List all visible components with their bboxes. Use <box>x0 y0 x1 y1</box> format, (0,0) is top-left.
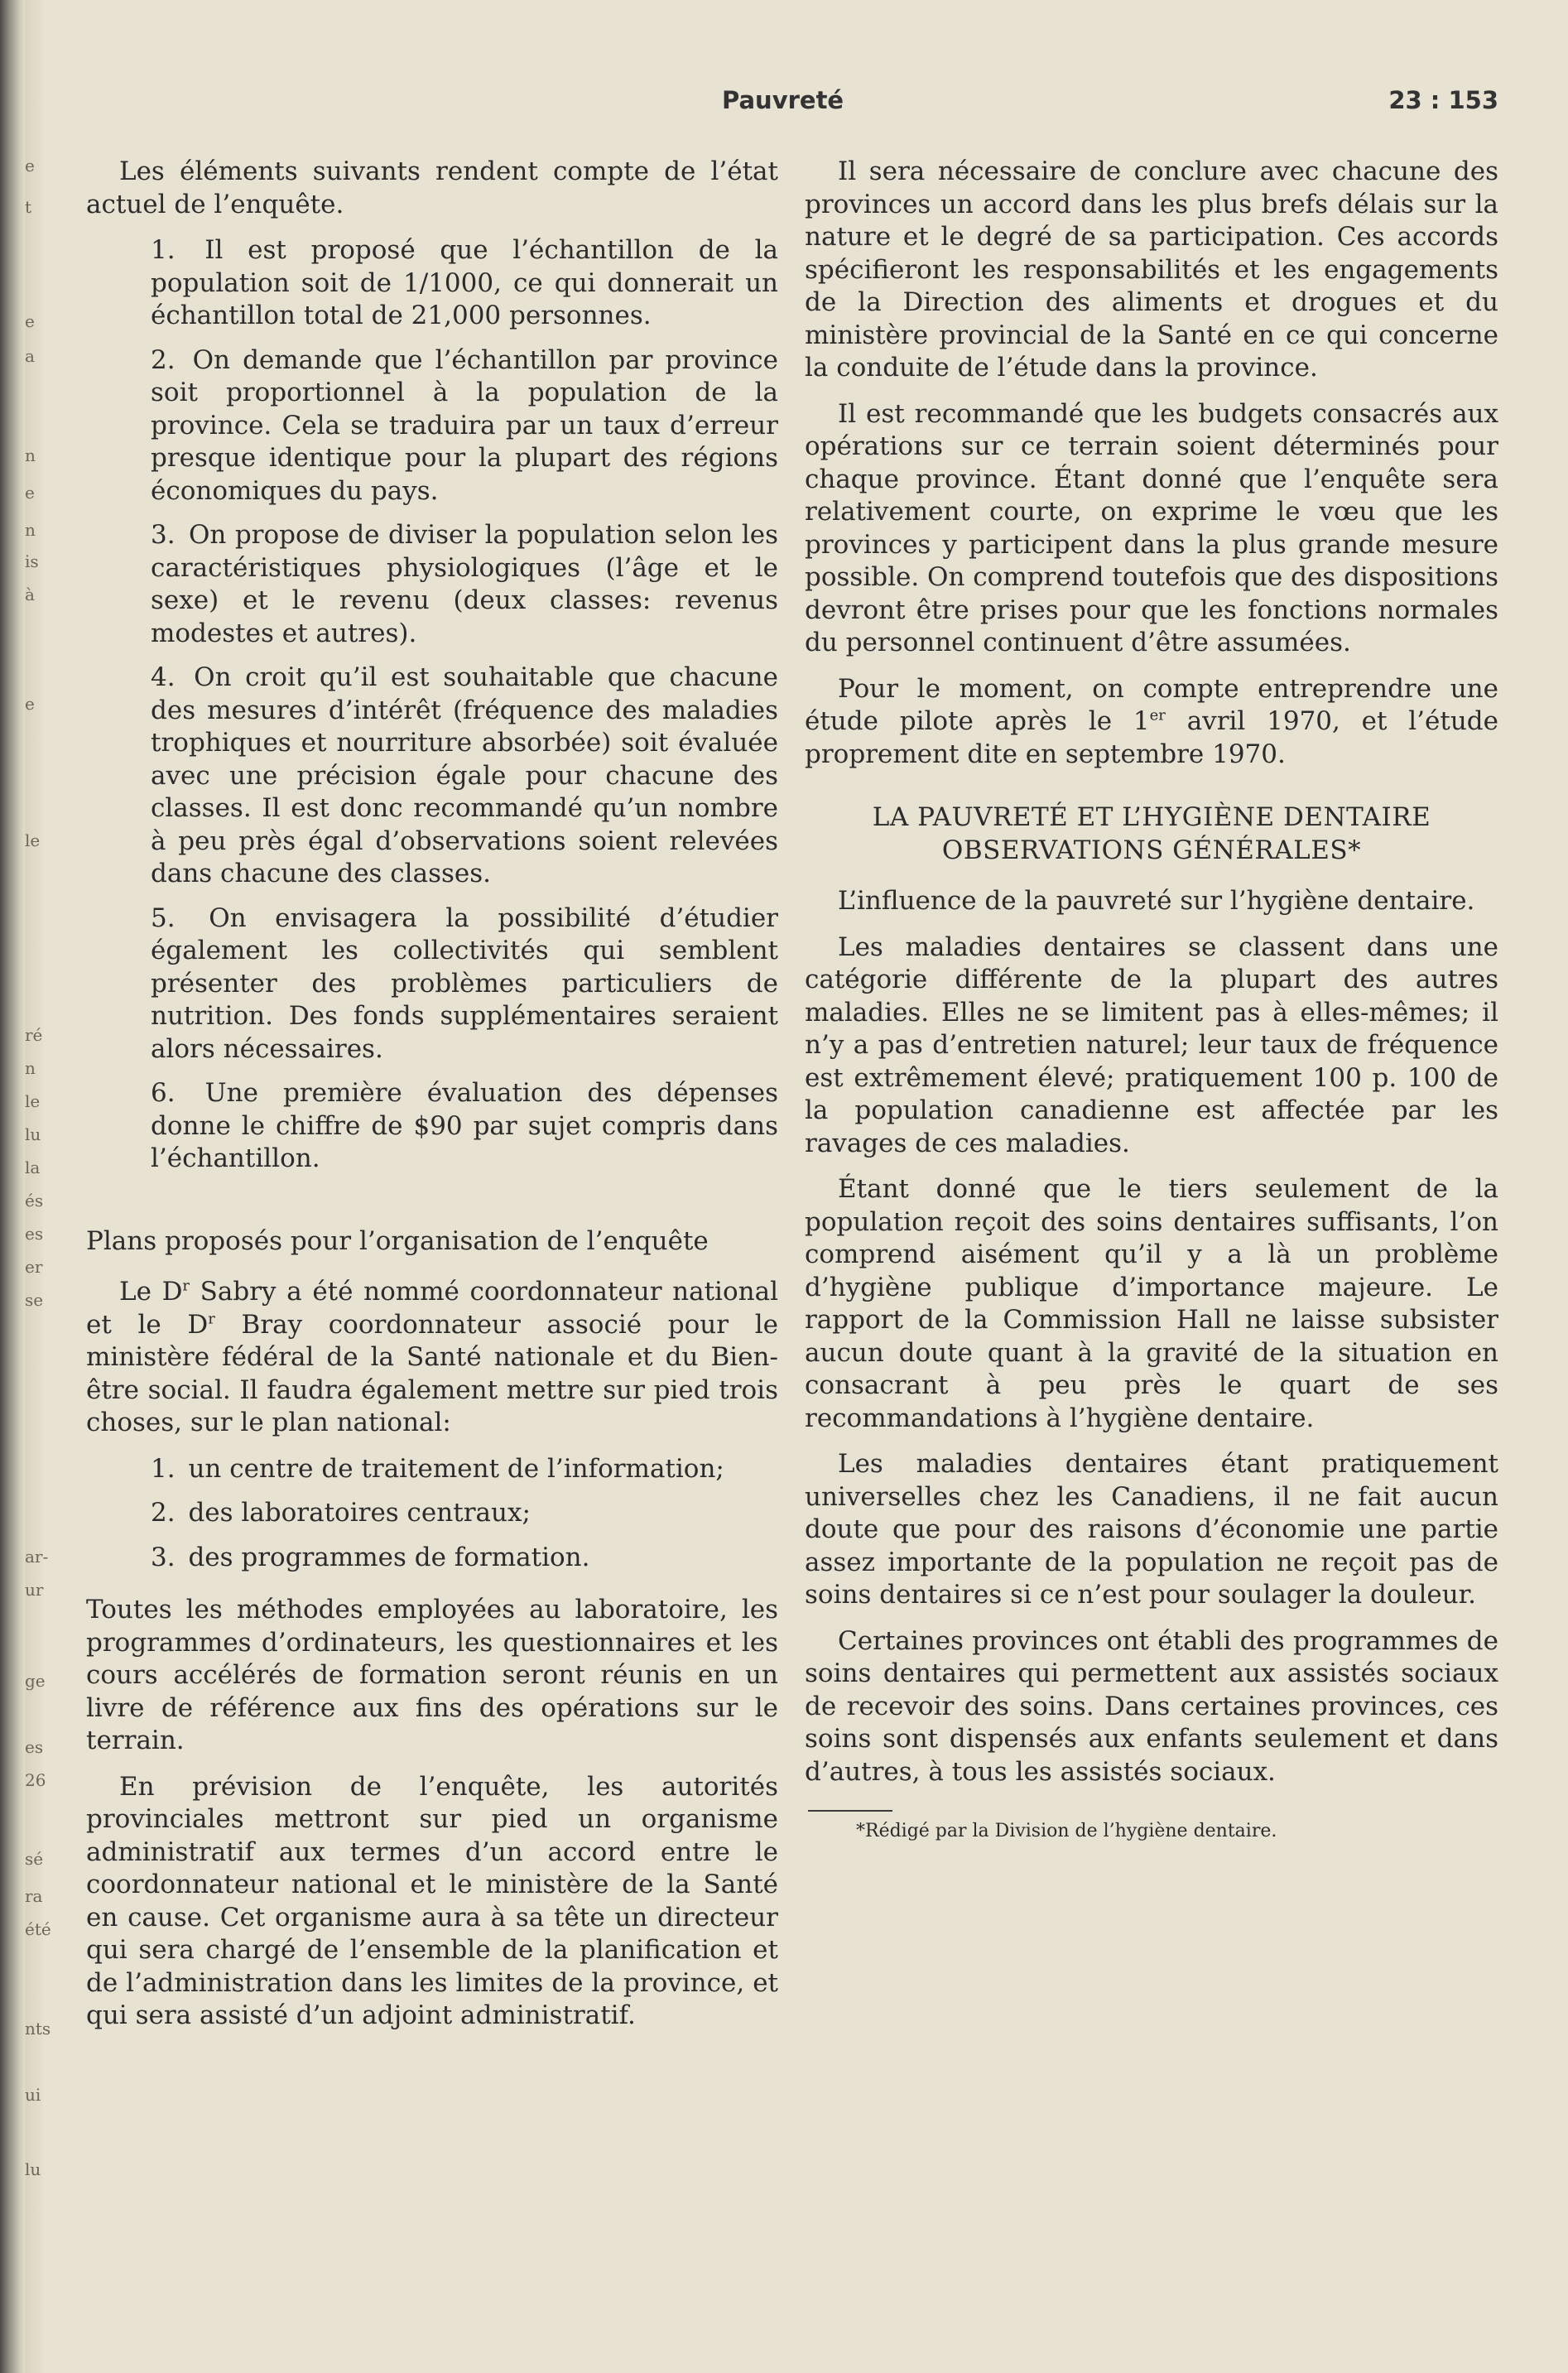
text-run: Sabry a été nommé coordonnateur national et le D <box>86 1277 778 1340</box>
footnote-rule <box>808 1810 892 1812</box>
item-text: Une première évaluation des dépenses donne le chiffre de $90 par sujet compris dans l’échantillon. <box>151 1078 778 1173</box>
right-column <box>805 156 1498 1843</box>
gutter-fragment: is <box>25 551 39 571</box>
gutter-fragment: 26 <box>25 1770 46 1790</box>
text-run: Bray coordonnateur associé pour le ministère fédéral de la Santé nationale et du Bien-être social. Il faudra également mettre sur pied trois choses, sur le plan national: <box>86 1309 778 1437</box>
gutter-fragment: se <box>25 1290 44 1310</box>
schedule-paragraph <box>805 673 1498 772</box>
gutter-fragment: ré <box>25 1025 43 1045</box>
methods-paragraph: Toutes les méthodes employées au laboratoire, les programmes d’ordinateurs, les questionnaires et les cours accélérés de formation seront réunis en un livre de référence aux fins des opérations sur le terrain. <box>86 1595 778 1755</box>
budgets-paragraph: Il est recommandé que les budgets consacrés aux opérations sur ce terrain soient déterminés pour chaque province. Étant donné que l’enquête sera relativement courte, on exprime le vœu que les provinces y participent dans la plus grande mesure possible. On comprend toutefois que des dispositions devront être prises pour que les fonctions normales du personnel continuent d’être assumées. <box>805 398 1498 657</box>
item-number: 5. <box>151 903 176 933</box>
section-heading <box>805 801 1498 867</box>
plan-item <box>151 1453 778 1486</box>
gutter-fragment: le <box>25 1091 41 1111</box>
gutter-fragment: ur <box>25 1580 44 1600</box>
gutter-fragment: es <box>25 1224 44 1244</box>
programs-paragraph: Certaines provinces ont établi des programmes de soins dentaires qui permettent aux assistés sociaux de recevoir des soins. Dans certaines provinces, ces soins sont dispensés aux enfants seulement et dans d’autres, à tous les assistés sociaux. <box>805 1625 1498 1787</box>
item-text: On croit qu’il est souhaitable que chacune des mesures d’intérêt (fréquence des maladies trophiques et nourriture absorbée) soit évaluée avec une précision égale pour chacune des classes. Il est donc recommandé qu’un nombre à peu près égal d’observations soient relevées dans chacune des classes. <box>151 662 778 888</box>
gutter-fragment: à <box>25 585 35 604</box>
list-item <box>151 234 778 333</box>
item-number: 2. <box>151 344 176 375</box>
influence-paragraph: L’influence de la pauvreté sur l’hygiène dentaire. <box>838 886 1475 916</box>
gutter-fragment: ge <box>25 1671 46 1691</box>
gutter-fragment: n <box>25 520 36 540</box>
universal-paragraph: Les maladies dentaires étant pratiquement universelles chez les Canadiens, il ne fait aucun doute que pour des raisons d’économie une partie assez importante de la population ne reçoit pas de soins dentaires si ce n’est pour soulager la douleur. <box>805 1449 1498 1610</box>
intro-paragraph: Les éléments suivants rendent compte de l’état actuel de l’enquête. <box>86 156 778 219</box>
heading-line: LA PAUVRETÉ ET L’HYGIÈNE DENTAIRE <box>872 802 1431 832</box>
item-number: 3. <box>151 1542 176 1572</box>
book-binding-shadow <box>0 0 25 2373</box>
item-text: Il est proposé que l’échantillon de la population soit de 1/1000, ce qui donnerait un échantillon total de 21,000 personnes. <box>151 235 778 330</box>
gutter-fragment: été <box>25 1919 51 1939</box>
item-text: des programmes de formation. <box>188 1542 590 1572</box>
gutter-fragment: ar- <box>25 1547 49 1567</box>
superscript: er <box>1149 706 1166 724</box>
provinces-paragraph: En prévision de l’enquête, les autorités provinciales mettront sur pied un organisme administratif aux termes d’un accord entre le coordonnateur national et le ministère de la Santé en cause. Cet organisme aura à sa tête un directeur qui sera chargé de l’ensemble de la planification et de l’administration dans les limites de la province, et qui sera assisté d’un adjoint administratif. <box>86 1771 778 2030</box>
gutter-fragment: a <box>25 346 35 366</box>
gutter-fragment: lu <box>25 1124 41 1144</box>
coordinator-paragraph <box>86 1276 778 1440</box>
running-title: Pauvreté <box>722 86 844 114</box>
gutter-fragment: er <box>25 1257 43 1277</box>
left-column <box>86 156 778 2046</box>
superscript: r <box>208 1310 215 1328</box>
gutter-fragment: n <box>25 1058 36 1078</box>
plan-item <box>151 1542 778 1575</box>
text-run: Le D <box>119 1277 183 1307</box>
gutter-fragment: e <box>25 483 35 503</box>
footnote: *Rédigé par la Division de l’hygiène dentaire. <box>856 1821 1277 1841</box>
gutter-fragment: e <box>25 311 35 331</box>
gutter-fragment: sé <box>25 1849 44 1869</box>
gutter-fragment: lu <box>25 2159 41 2179</box>
superscript: r <box>182 1277 190 1295</box>
item-text: On demande que l’échantillon par province soit proportionnel à la population de la province. Cela se traduira par un taux d’erreur presque identique pour la plupart des régions économiques du pays. <box>151 344 778 506</box>
text-run: Pour le moment, on compte entreprendre une étude pilote après le 1 <box>805 673 1498 736</box>
gutter-fragment: n <box>25 445 36 465</box>
list-item <box>151 1077 778 1176</box>
gutter-fragment: és <box>25 1191 44 1211</box>
gutter-fragment: ra <box>25 1886 43 1906</box>
gutter-fragment: nts <box>25 2019 51 2038</box>
gutter-fragment: ui <box>25 2085 41 2105</box>
list-item <box>151 662 778 891</box>
gutter-fragment: es <box>25 1737 44 1757</box>
heading-line: OBSERVATIONS GÉNÉRALES* <box>941 835 1362 865</box>
list-item <box>151 344 778 508</box>
item-number: 6. <box>151 1078 176 1108</box>
list-item <box>151 903 778 1066</box>
accords-paragraph: Il sera nécessaire de conclure avec chacune des provinces un accord dans les plus brefs délais sur la nature et le degré de sa participation. Ces accords spécifieront les responsabilités et les engagements de la Direction des aliments et drogues et du ministère provincial de la Santé en ce qui concerne la conduite de l’étude dans la province. <box>805 156 1498 383</box>
page-number: 23 : 153 <box>1388 86 1498 114</box>
item-number: 2. <box>151 1498 176 1528</box>
item-number: 3. <box>151 520 176 550</box>
item-number: 1. <box>151 235 176 265</box>
item-text: des laboratoires centraux; <box>188 1498 531 1528</box>
item-text: On propose de diviser la population selon les caractéristiques physiologiques (l’âge et le sexe) et le revenu (deux classes: revenus modestes et autres). <box>151 520 778 648</box>
item-number: 4. <box>151 662 176 692</box>
gutter-fragment: t <box>25 197 32 217</box>
section-heading: Plans proposés pour l’organisation de l’enquête <box>86 1225 709 1256</box>
item-number: 1. <box>151 1453 176 1484</box>
text-run: avril 1970, et l’étude proprement dite en septembre 1970. <box>805 706 1498 769</box>
list-item <box>151 519 778 650</box>
plan-item <box>151 1497 778 1530</box>
gutter-fragment: le <box>25 830 41 850</box>
gutter-fragment: e <box>25 694 35 714</box>
diseases-paragraph: Les maladies dentaires se classent dans une catégorie différente de la plupart des autres maladies. Elles ne se limitent pas à elles-mêmes; il n’y a pas d’entretien naturel; leur taux de fréquence est extrêmement élevé; pratiquement 100 p. 100 de la population canadienne est affectée par les ravages de ces maladies. <box>805 931 1498 1158</box>
item-text: On envisagera la possibilité d’étudier également les collectivités qui semblent présenter des problèmes particuliers de nutrition. Des fonds supplémentaires seraient alors nécessaires. <box>151 903 778 1064</box>
third-paragraph: Étant donné que le tiers seulement de la population reçoit des soins dentaires suffisants, l’on comprend aisément qu’il y a là un problème d’hygiène publique d’importance majeure. Le rapport de la Commission Hall ne laisse subsister aucun doute quant à la gravité de la situation en consacrant à peu près le quart de ses recommandations à l’hygiène dentaire. <box>805 1174 1498 1433</box>
gutter-fragment: e <box>25 156 35 176</box>
item-text: un centre de traitement de l’information; <box>188 1453 724 1484</box>
gutter-fragment: la <box>25 1158 41 1177</box>
